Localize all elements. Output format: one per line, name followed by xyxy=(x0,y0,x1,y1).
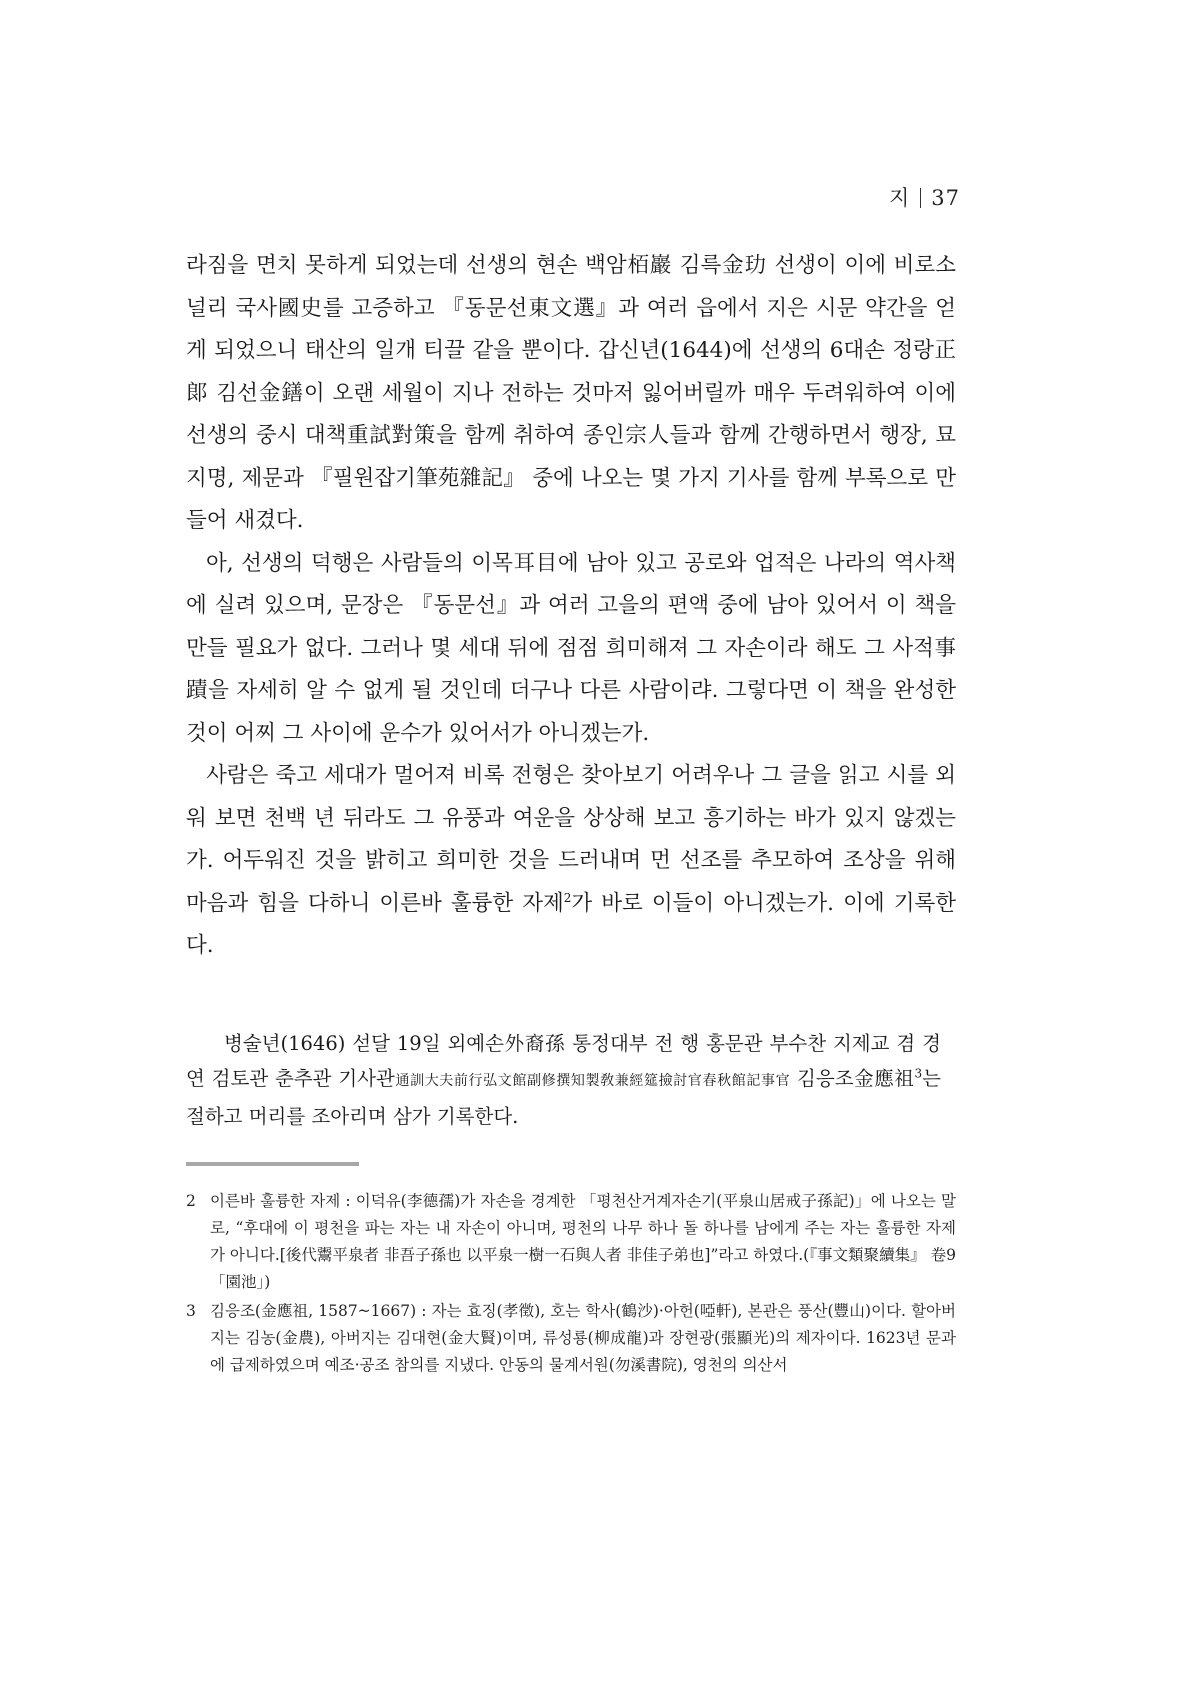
running-head xyxy=(889,182,960,212)
footnote-text: 이른바 훌륭한 자제 : 이덕유(李德孺)가 자손을 경계한 「평천산거계자손기(平泉山居戒子孫記)」에 나오는 말로, “후대에 이 평천을 파는 자는 내 자손이 아니며, 평천의 나무 하나 돌 하나를 남에게 주는 자는 훌륭한 자제가 아니다.[後代鬻平泉者 非吾子孫也 以平泉一樹一石與人者 非佳子弟也]”라고 하였다.(『事文類聚續集』 卷9 「園池」) xyxy=(210,1192,956,1291)
footnote-number: 3 xyxy=(186,1302,196,1320)
running-head-label: 지 xyxy=(888,186,911,210)
signature-text: 병술년(1646) 섣달 19일 외예손外裔孫 통정대부 전 행 홍문관 부수찬 지제교 겸 경연 검토관 춘추관 기사관 xyxy=(186,1032,941,1090)
paragraph-3 xyxy=(186,755,956,968)
signature-block xyxy=(186,1026,941,1134)
running-head-divider xyxy=(920,188,921,208)
footnote-ref-3[interactable]: 3 xyxy=(914,1066,923,1081)
page-number: 37 xyxy=(931,186,960,210)
paragraph-1: 라짐을 면치 못하게 되었는데 선생의 현손 백암栢巖 김륵金玏 선생이 이에 비로소 널리 국사國史를 고증하고 『동문선東文選』과 여러 읍에서 지은 시문 약간을 얻게 되었으니 태산의 일개 티끌 같을 뿐이다. 갑신년(1644)에 선생의 6대손 정랑正郞 김선金鐥이 오랜 세월이 지나 전하는 것마저 잃어버릴까 매우 두려워하여 이에 선생의 중시 대책重試對策을 함께 취하여 종인宗人들과 함께 간행하면서 행장, 묘지명, 제문과 『필원잡기筆苑雜記』 중에 나오는 몇 가지 기사를 함께 부록으로 만들어 새겼다. xyxy=(186,253,956,533)
main-text xyxy=(186,245,956,968)
footnote-number: 2 xyxy=(186,1192,196,1210)
signature-name: 김응조金應祖 xyxy=(790,1067,915,1090)
signature-title-hanja: 通訓大夫前行弘文館副修撰知製敎兼經筵撿討官春秋館記事官 xyxy=(394,1073,791,1089)
footnote-divider xyxy=(186,1162,359,1166)
paragraph-2: 아, 선생의 덕행은 사람들의 이목耳目에 남아 있고 공로와 업적은 나라의 역사책에 실려 있으며, 문장은 『동문선』과 여러 고을의 편액 중에 남아 있어서 이 책을 만들 필요가 없다. 그러나 몇 세대 뒤에 점점 희미해져 그 자손이라 해도 그 사적事蹟을 자세히 알 수 없게 될 것인데 더구나 다른 사람이랴. 그렇다면 이 책을 완성한 것이 어찌 그 사이에 운수가 있어서가 아니겠는가. xyxy=(186,550,956,746)
paragraph-3-text-a: 사람은 죽고 세대가 멀어져 비록 전형은 찾아보기 어려우나 그 글을 읽고 시를 외워 보면 천백 년 뒤라도 그 유풍과 여운을 상상해 보고 흥기하는 바가 있지 않겠는가. 어두워진 것을 밝히고 희미한 것을 드러내며 먼 선조를 추모하여 조상을 위해 마음과 힘을 다하니 이른바 훌륭한 자제 xyxy=(186,763,956,916)
footnote-2 xyxy=(186,1188,956,1296)
footnotes xyxy=(186,1188,956,1381)
paragraph-3-text-b: 가 바로 이들이 아니겠는가. 이에 기록한다. xyxy=(186,890,956,958)
footnote-text: 김응조(金應祖, 1587~1667) : 자는 효징(孝徵), 호는 학사(鶴沙)·아헌(啞軒), 본관은 풍산(豐山)이다. 할아버지는 김농(金農), 아버지는 김대현(金大賢)이며, 류성룡(柳成龍)과 장현광(張顯光)의 제자이다. 1623년 문과에 급제하였으며 예조·공조 참의를 지냈다. 안동의 물계서원(勿溪書院), 영천의 의산서 xyxy=(210,1302,956,1374)
footnote-3 xyxy=(186,1298,956,1379)
signature-end: 는 절하고 머리를 조아리며 삼가 기록한다. xyxy=(186,1067,941,1128)
footnote-ref-2[interactable]: 2 xyxy=(563,890,572,905)
